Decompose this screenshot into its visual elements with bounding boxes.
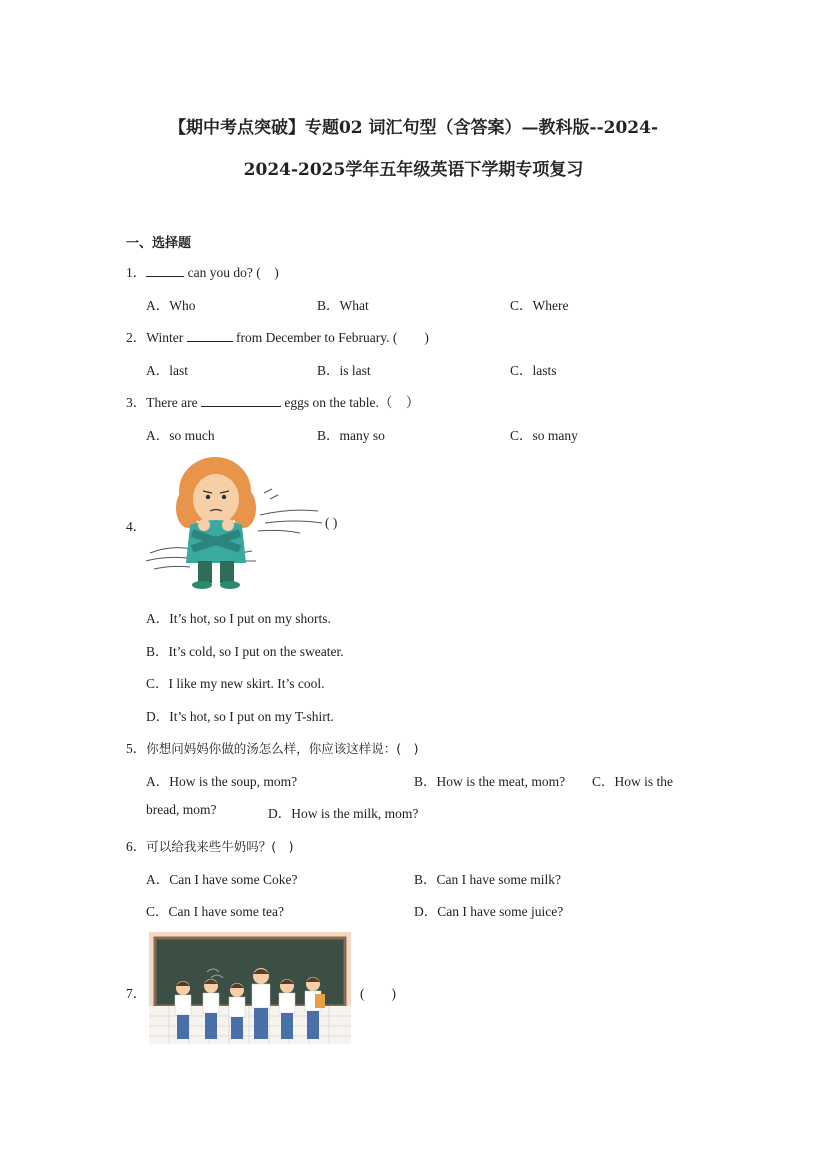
question-number: 6． [126, 839, 147, 854]
answer-blank [187, 330, 233, 342]
cold-girl-illustration [140, 453, 330, 593]
question-text: 可以给我来些牛奶吗？( ) [146, 839, 294, 854]
question-6 [126, 835, 294, 855]
section-heading: 一、选择题 [126, 236, 192, 251]
page-title-line-2: 2024-2025学年五年级英语下学期专项复习 [243, 160, 584, 180]
option-c[interactable]: C．Where [510, 298, 569, 313]
question-2 [126, 326, 429, 346]
question-4-number: 4． [126, 519, 147, 534]
option-c[interactable]: C．lasts [510, 363, 557, 378]
answer-parentheses: ( ) [325, 515, 338, 530]
option-a[interactable]: A．How is the soup, mom? [146, 774, 298, 789]
answer-parentheses: ( ) [360, 986, 396, 1001]
option-b[interactable]: B．How is the meat, mom? [414, 774, 566, 789]
question-3 [126, 391, 419, 411]
option-a[interactable]: A．It’s hot, so I put on my shorts. [146, 611, 331, 626]
question-1 [126, 261, 279, 281]
question-text-before: There are [146, 395, 201, 410]
question-7-number: 7． [126, 986, 147, 1001]
option-c[interactable]: C．so many [510, 428, 578, 443]
answer-blank [146, 265, 184, 277]
classroom-students-illustration [149, 932, 351, 1044]
option-a[interactable]: A．last [146, 363, 188, 378]
option-a[interactable]: A．so much [146, 428, 215, 443]
option-c[interactable]: C．How is the [592, 774, 673, 789]
question-5 [126, 737, 419, 757]
question-text-after: from December to February. ( ) [232, 330, 429, 345]
question-number: 1． [126, 265, 147, 280]
option-d[interactable]: D．Can I have some juice? [414, 904, 564, 919]
option-d[interactable]: D．How is the milk, mom? [268, 806, 419, 821]
option-c-continued: bread, mom? [146, 802, 217, 817]
question-text: can you do? ( ) [184, 265, 279, 280]
question-number: 5． [126, 741, 147, 756]
option-b[interactable]: B．Can I have some milk? [414, 872, 561, 887]
question-text: 你想问妈妈你做的汤怎么样，你应该这样说：( ) [146, 741, 419, 756]
option-b[interactable]: B．many so [317, 428, 385, 443]
option-d[interactable]: D．It’s hot, so I put on my T-shirt. [146, 709, 334, 724]
option-a[interactable]: A．Who [146, 298, 196, 313]
option-c[interactable]: C．I like my new skirt. It’s cool. [146, 676, 325, 691]
option-b[interactable]: B．It’s cold, so I put on the sweater. [146, 644, 344, 659]
answer-blank [201, 395, 281, 407]
option-b[interactable]: B．is last [317, 363, 371, 378]
question-number: 3． [126, 395, 147, 410]
option-a[interactable]: A．Can I have some Coke? [146, 872, 298, 887]
page-title-line-1: 【期中考点突破】专题02 词汇句型（含答案）—教科版--2024- [168, 118, 659, 138]
question-number: 2． [126, 330, 147, 345]
option-b[interactable]: B．What [317, 298, 369, 313]
question-text-before: Winter [146, 330, 187, 345]
option-c[interactable]: C．Can I have some tea? [146, 904, 284, 919]
question-text-after: eggs on the table.（ ） [280, 395, 420, 410]
